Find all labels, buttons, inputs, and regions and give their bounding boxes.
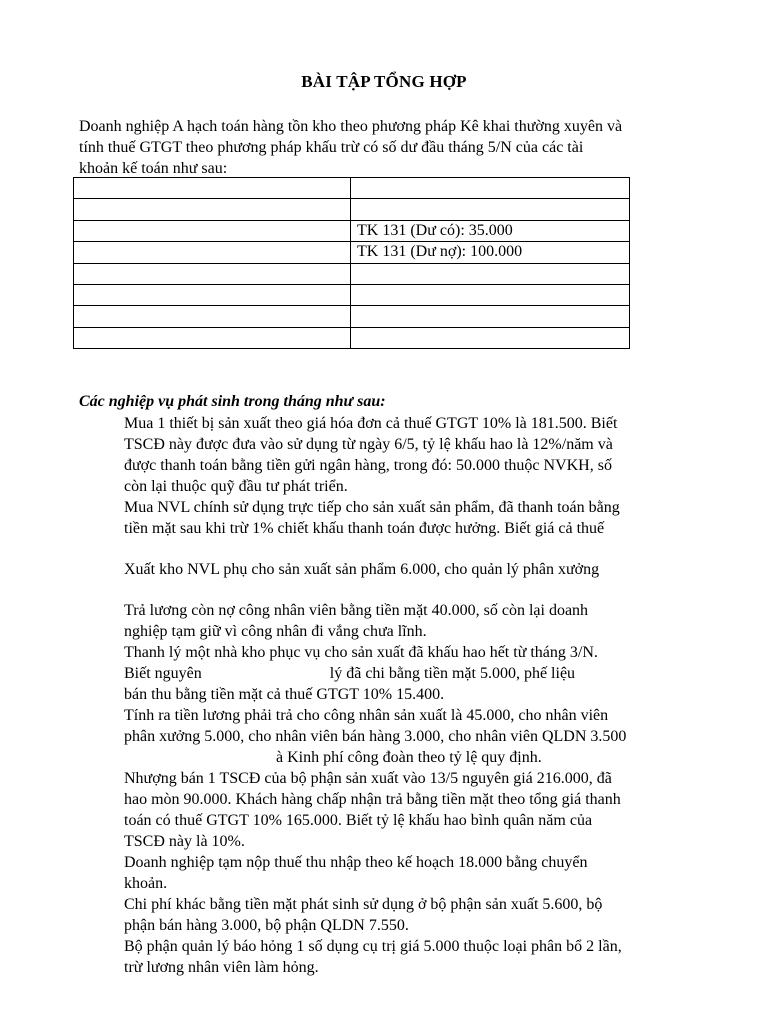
operation-line: nghiệp tạm giữ vì công nhân đi vắng chưa lĩnh. xyxy=(124,623,427,640)
operation-line: phận bán hàng 3.000, bộ phận QLDN 7.550. xyxy=(124,917,409,934)
table-cell xyxy=(74,178,351,199)
operation-line: Thanh lý một nhà kho phục vụ cho sản xuất đã khấu hao hết từ tháng 3/N. xyxy=(124,644,598,661)
operation-line: toán có thuế GTGT 10% 165.000. Biết tỷ lệ khấu hao bình quân năm của xyxy=(124,812,593,829)
table-cell xyxy=(351,178,630,199)
operation-line: Xuất kho NVL phụ cho sản xuất sản phẩm 6.000, cho quản lý phân xưởng xyxy=(124,561,600,578)
operation-line: hao mòn 90.000. Khách hàng chấp nhận trả bằng tiền mặt theo tổng giá thanh xyxy=(124,791,621,808)
operation-line: bán thu bằng tiền mặt cả thuế GTGT 10% 15.400. xyxy=(124,686,445,703)
operation-line: Tính ra tiền lương phải trả cho công nhân sản xuất là 45.000, cho nhân viên xyxy=(124,707,609,724)
table-row xyxy=(74,199,630,220)
operation-line: phân xưởng 5.000, cho nhân viên bán hàng 3.000, cho nhân viên QLDN 3.500 xyxy=(124,728,627,745)
table-cell xyxy=(74,327,351,348)
operation-line: Biết nguyên lý đã chi bằng tiền mặt 5.000, phế liệu xyxy=(124,665,576,682)
operation-line: được thanh toán bằng tiền gửi ngân hàng, trong đó: 50.000 thuộc NVKH, số xyxy=(124,457,612,474)
operation-line: Nhượng bán 1 TSCĐ của bộ phận sản xuất vào 13/5 nguyên giá 216.000, đã xyxy=(124,770,612,787)
intro-line: khoản kế toán như sau: xyxy=(79,160,228,177)
operation-line: à Kinh phí công đoàn theo tỷ lệ quy định. xyxy=(124,749,542,766)
operation-line: khoản. xyxy=(124,875,168,892)
table-row xyxy=(74,284,630,305)
table-cell xyxy=(351,327,630,348)
operations-heading: Các nghiệp vụ phát sinh trong tháng như sau: xyxy=(79,393,386,410)
operation-line: Trả lương còn nợ công nhân viên bằng tiền mặt 40.000, số còn lại doanh xyxy=(124,602,589,619)
document-title: BÀI TẬP TỔNG HỢP xyxy=(301,72,467,91)
operation-line: còn lại thuộc quỹ đầu tư phát triển. xyxy=(124,478,348,495)
table-cell: TK 131 (Dư nợ): 100.000 xyxy=(351,242,630,263)
table-cell xyxy=(351,199,630,220)
table-cell xyxy=(74,199,351,220)
table-row xyxy=(74,178,630,199)
operation-line: Chi phí khác bằng tiền mặt phát sinh sử dụng ở bộ phận sản xuất 5.600, bộ xyxy=(124,896,603,913)
intro-line: tính thuế GTGT theo phương pháp khấu trừ có số dư đầu tháng 5/N của các tài xyxy=(79,139,584,156)
operation-line: Bộ phận quản lý báo hỏng 1 số dụng cụ trị giá 5.000 thuộc loại phân bổ 2 lần, xyxy=(124,938,622,955)
intro-paragraph xyxy=(79,116,699,179)
operation-line: Mua 1 thiết bị sản xuất theo giá hóa đơn cả thuế GTGT 10% là 181.500. Biết xyxy=(124,415,618,432)
table-cell xyxy=(74,284,351,305)
table-row xyxy=(74,242,630,263)
table-cell xyxy=(351,306,630,327)
table-cell xyxy=(351,263,630,284)
table-row xyxy=(74,220,630,241)
table-row xyxy=(74,327,630,348)
table-row xyxy=(74,263,630,284)
table-cell xyxy=(74,220,351,241)
intro-line: Doanh nghiệp A hạch toán hàng tồn kho theo phương pháp Kê khai thường xuyên và xyxy=(79,118,623,135)
table-cell xyxy=(74,242,351,263)
operation-line: Doanh nghiệp tạm nộp thuế thu nhập theo kế hoạch 18.000 bằng chuyển xyxy=(124,854,588,871)
operation-line: trừ lương nhân viên làm hỏng. xyxy=(124,959,319,976)
opening-balance-table xyxy=(73,177,630,349)
table-row xyxy=(74,306,630,327)
table-cell xyxy=(74,306,351,327)
table-cell: TK 131 (Dư có): 35.000 xyxy=(351,220,630,241)
operation-line: TSCĐ này được đưa vào sử dụng từ ngày 6/5, tỷ lệ khấu hao là 12%/năm và xyxy=(124,436,613,453)
table-cell xyxy=(351,284,630,305)
operation-line: TSCĐ này là 10%. xyxy=(124,833,245,850)
operation-line: tiền mặt sau khi trừ 1% chiết khấu thanh toán được hưởng. Biết giá cả thuế xyxy=(124,520,605,537)
table-cell xyxy=(74,263,351,284)
operation-line: Mua NVL chính sử dụng trực tiếp cho sản xuất sản phẩm, đã thanh toán bằng xyxy=(124,499,620,516)
